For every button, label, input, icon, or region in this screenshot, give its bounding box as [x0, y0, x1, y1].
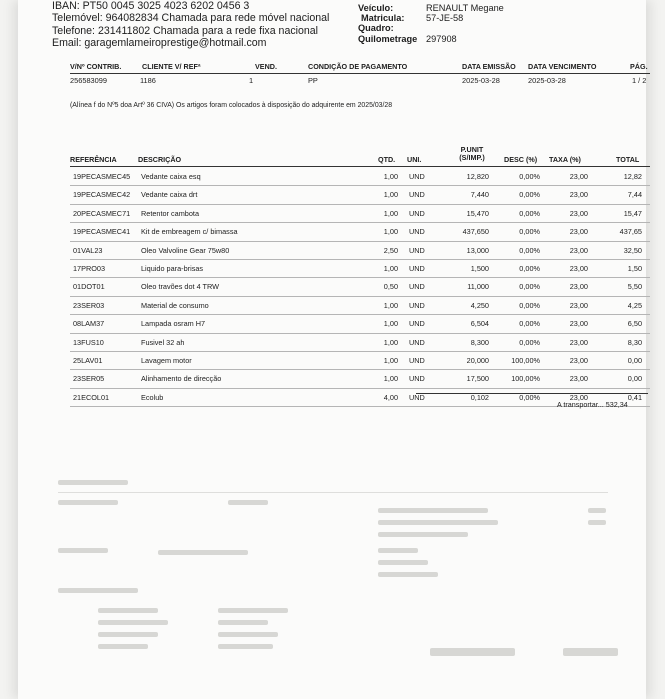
cell-desc: Oleo travões dot 4 TRW: [141, 282, 220, 292]
cell-taxa: 23,00: [569, 208, 588, 218]
vehicle-label: Veículo:: [358, 3, 394, 13]
cell-desc: Vedante caixa drt: [141, 190, 198, 200]
cell-total: 6,50: [627, 319, 642, 329]
cell-descp: 0,00%: [519, 300, 540, 310]
col-quantity: QTD.: [378, 155, 396, 164]
cell-ref: 08LAM37: [73, 319, 105, 329]
cell-descp: 0,00%: [519, 263, 540, 273]
table-row: [70, 370, 650, 388]
cell-uni: UND: [409, 172, 425, 181]
cell-descp: 0,00%: [519, 172, 540, 181]
invoice-page: [18, 0, 646, 699]
cell-desc: Retentor cambota: [141, 208, 200, 218]
client-value: 1186: [140, 76, 156, 85]
cell-qtd: 1,00: [383, 355, 398, 365]
table-row: [70, 315, 650, 333]
legal-note: (Alínea f do Nº5 doa Artº 36 CIVA) Os artigos foram colocados à disposição do adquirente em 2025/03/28: [70, 102, 393, 109]
cell-uni: UND: [409, 392, 425, 402]
cell-ref: 23SER05: [73, 374, 105, 384]
cell-taxa: 23,00: [569, 392, 588, 402]
issue-date-value: 2025-03-28: [462, 76, 500, 85]
cell-uni: UND: [409, 355, 425, 365]
cell-desc: Lampada osram H7: [141, 319, 206, 329]
cell-uni: UND: [409, 374, 425, 384]
cell-uni: UND: [409, 190, 425, 200]
table-row: [70, 242, 650, 260]
client-header: CLIENTE V/ REFª: [142, 62, 201, 71]
table-row: [70, 260, 650, 278]
cell-taxa: 23,00: [569, 337, 588, 347]
page-header: PÁG.: [630, 62, 648, 71]
issue-date-header: DATA EMISSÃO: [462, 62, 516, 71]
seller-header: VEND.: [255, 62, 277, 71]
cell-punit: 4,250: [470, 300, 489, 310]
table-row: [70, 352, 650, 370]
cell-ref: 25LAV01: [73, 355, 103, 365]
cell-qtd: 1,00: [383, 190, 398, 200]
cell-uni: UND: [409, 208, 425, 218]
col-reference: REFERÊNCIA: [70, 155, 117, 164]
email-line: Email: garagemlameiroprestige@hotmail.com: [52, 37, 267, 50]
cell-qtd: 4,00: [383, 392, 398, 402]
cell-punit: 8,300: [470, 337, 489, 347]
cell-total: 437,65: [619, 227, 642, 237]
cell-desc: Kit de embreagem c/ bimassa: [141, 227, 238, 237]
chassis-value: [426, 23, 556, 33]
due-date-value: 2025-03-28: [528, 76, 566, 85]
cell-taxa: 23,00: [569, 300, 588, 310]
payment-terms-value: PP: [308, 76, 318, 85]
col-unit: UNI.: [407, 155, 422, 164]
cell-descp: 0,00%: [519, 337, 540, 347]
cell-qtd: 1,00: [383, 300, 398, 310]
cell-qtd: 1,00: [383, 374, 398, 384]
table-row: [70, 278, 650, 296]
cell-punit: 6,504: [470, 319, 489, 329]
cell-total: 12,82: [623, 172, 642, 181]
phone-line: Telefone: 231411802 Chamada para a rede fixa nacional: [52, 24, 319, 37]
cell-ref: 19PECASMEC41: [73, 227, 131, 237]
table-row: [70, 205, 650, 223]
cell-total: 15,47: [623, 208, 642, 218]
cell-total: 0,00: [627, 374, 642, 384]
cell-desc: Oleo Valvoline Gear 75w80: [141, 245, 230, 255]
cell-descp: 0,00%: [519, 245, 540, 255]
contrib-header: V/Nº CONTRIB.: [70, 62, 122, 71]
cell-desc: Liquido para-brisas: [141, 263, 204, 273]
due-date-header: DATA VENCIMENTO: [528, 62, 597, 71]
company-contact-block: [52, 0, 329, 50]
vehicle-value: RENAULT Megane: [426, 3, 504, 13]
cell-uni: UND: [409, 245, 425, 255]
cell-ref: 20PECASMEC71: [73, 208, 131, 218]
items-table-body: [70, 168, 650, 407]
cell-descp: 0,00%: [519, 392, 540, 402]
cell-descp: 0,00%: [519, 227, 540, 237]
cell-uni: UND: [409, 227, 425, 237]
cell-total: 4,25: [627, 300, 642, 310]
cell-taxa: 23,00: [569, 172, 588, 181]
cell-qtd: 2,50: [383, 245, 398, 255]
cell-qtd: 0,50: [383, 282, 398, 292]
carry-forward-total: A transportar... 532,34: [557, 400, 628, 409]
cell-desc: Fusivel 32 ah: [141, 337, 185, 347]
cell-ref: 01VAL23: [73, 245, 103, 255]
mileage-value: 297908: [426, 33, 457, 44]
faded-summary-area: [18, 470, 646, 699]
col-unit-price-line2: (S/IMP.): [459, 153, 485, 162]
cell-descp: 0,00%: [519, 319, 540, 329]
cell-desc: Lavagem motor: [141, 355, 192, 365]
col-unit-price-line1: P.UNIT: [460, 145, 484, 154]
cell-ref: 17PRO03: [73, 263, 106, 273]
cell-descp: 0,00%: [519, 190, 540, 200]
cell-uni: UND: [409, 300, 425, 310]
cell-punit: 13,000: [466, 245, 489, 255]
col-unit-price: [452, 146, 492, 162]
cell-punit: 1,500: [470, 263, 489, 273]
table-row: [70, 168, 650, 186]
vehicle-info: [358, 3, 556, 44]
cell-qtd: 1,00: [383, 319, 398, 329]
cell-punit: 0,102: [470, 392, 489, 402]
page-value: 1 / 2: [632, 76, 647, 85]
seller-value: 1: [249, 76, 254, 85]
cell-total: 5,50: [627, 282, 642, 292]
cell-qtd: 1,00: [383, 263, 398, 273]
cell-total: 0,00: [627, 355, 642, 365]
table-row: [70, 334, 650, 352]
cell-desc: Vedante caixa esq: [141, 172, 201, 181]
cell-qtd: 1,00: [383, 227, 398, 237]
cell-punit: 12,820: [466, 172, 489, 181]
cell-uni: UND: [409, 263, 425, 273]
cell-total: 8,30: [627, 337, 642, 347]
cell-uni: UND: [409, 319, 425, 329]
cell-punit: 7,440: [470, 190, 489, 200]
cell-uni: UND: [409, 282, 425, 292]
cell-taxa: 23,00: [569, 282, 588, 292]
cell-taxa: 23,00: [569, 355, 588, 365]
cell-descp: 0,00%: [519, 282, 540, 292]
cell-ref: 19PECASMEC42: [73, 190, 131, 200]
cell-taxa: 23,00: [569, 227, 588, 237]
plate-value: 57-JE-58: [426, 13, 464, 24]
cell-ref: 01DOT01: [73, 282, 105, 292]
cell-qtd: 1,00: [383, 337, 398, 347]
cell-taxa: 23,00: [569, 374, 588, 384]
cell-punit: 437,650: [462, 227, 489, 237]
chassis-label: Quadro:: [358, 23, 394, 34]
iban-line: IBAN: PT50 0045 3025 4023 6202 0456 3: [52, 0, 250, 12]
cell-ref: 23SER03: [73, 300, 105, 310]
cell-descp: 100,00%: [511, 355, 540, 365]
cell-taxa: 23,00: [569, 319, 588, 329]
cell-uni: UND: [409, 337, 425, 347]
cell-taxa: 23,00: [569, 190, 588, 200]
cell-desc: Alinhamento de direcção: [141, 374, 222, 384]
cell-total: 0,41: [627, 392, 642, 402]
cell-total: 1,50: [627, 263, 642, 273]
contrib-value: 256583099: [70, 76, 107, 85]
cell-taxa: 23,00: [569, 263, 588, 273]
table-header-divider: [70, 166, 650, 167]
cell-qtd: 1,00: [383, 208, 398, 218]
col-description: DESCRIÇÃO: [138, 155, 182, 164]
cell-descp: 100,00%: [511, 374, 540, 384]
cell-descp: 0,00%: [519, 208, 540, 218]
cell-desc: Material de consumo: [141, 300, 209, 310]
total-divider: [416, 393, 648, 394]
cell-taxa: 23,00: [569, 245, 588, 255]
cell-ref: 21ECOL01: [73, 392, 110, 402]
col-total: TOTAL: [616, 155, 640, 164]
cell-total: 32,50: [623, 245, 642, 255]
mobile-line: Telemóvel: 964082834 Chamada para rede móvel nacional: [52, 12, 330, 25]
cell-total: 7,44: [627, 190, 642, 200]
table-row: [70, 223, 650, 241]
meta-divider: [70, 73, 650, 74]
table-row: [70, 186, 650, 204]
cell-desc: Ecolub: [141, 392, 164, 402]
table-row: [70, 297, 650, 315]
col-discount: DESC (%): [504, 155, 538, 164]
cell-ref: 19PECASMEC45: [73, 172, 131, 181]
mileage-label: Quilometrage: [358, 33, 418, 44]
cell-punit: 20,000: [466, 355, 489, 365]
cell-punit: 15,470: [466, 208, 489, 218]
col-tax: TAXA (%): [549, 155, 581, 164]
cell-ref: 13FUS10: [73, 337, 104, 347]
cell-punit: 11,000: [467, 282, 489, 292]
cell-punit: 17,500: [466, 374, 489, 384]
cell-qtd: 1,00: [383, 172, 398, 181]
plate-label: Matricula:: [361, 13, 405, 24]
payment-terms-header: CONDIÇÃO DE PAGAMENTO: [308, 62, 408, 71]
